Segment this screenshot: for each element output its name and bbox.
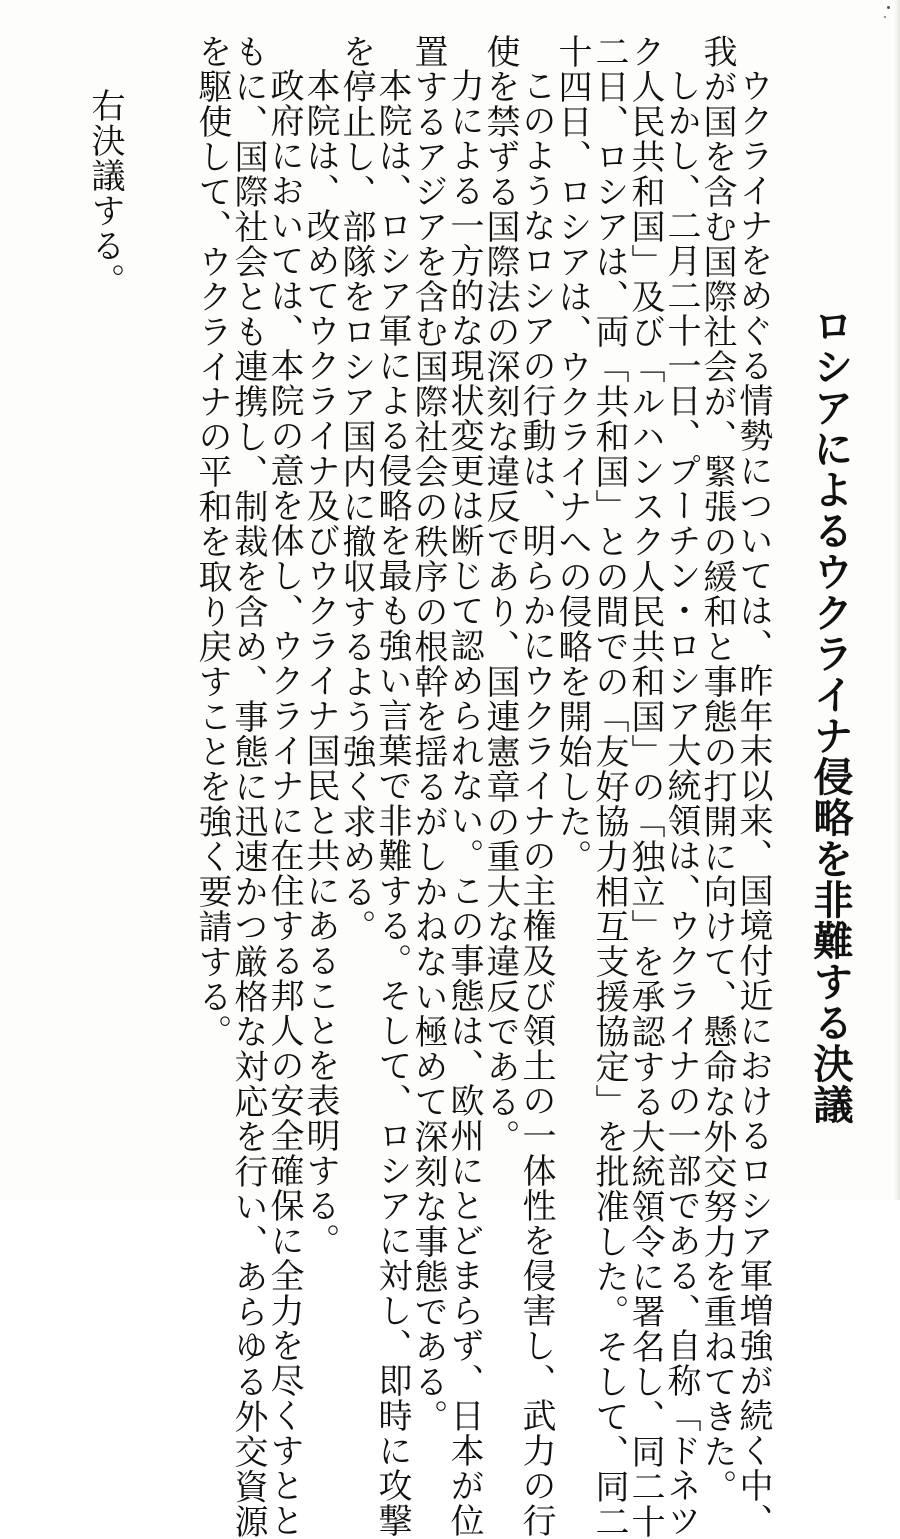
paragraph-line-11: 本院は、ロシア軍による侵略を最も強い言葉で非難する。そして、ロシアに対し、即時に攻撃 xyxy=(372,68,412,1538)
paragraph-line-7: このようなロシアの行動は、明らかにウクライナの主権及び領土の一体性を侵害し、武力の行 xyxy=(516,68,556,1538)
paragraph-line-15: もに、国際社会とも連携し、制裁を含め、事態に迅速かつ厳格な対応を行い、あらゆる外交資源 xyxy=(228,34,268,1539)
paragraph-line-12: を停止し、部隊をロシア国内に撤収するよう強く求める。 xyxy=(336,34,376,944)
paragraph-line-6: 十四日、ロシアは、ウクライナへの侵略を開始した。 xyxy=(552,34,592,874)
paragraph-line-14: 政府においては、本院の意を体し、ウクライナに在住する邦人の安全確保に全力を尽くすとと xyxy=(264,68,304,1538)
paragraph-line-10: 置するアジアを含む国際社会の秩序の根幹を揺るがしかねない極めて深刻な事態である。 xyxy=(408,34,448,1434)
scan-speck xyxy=(884,16,886,18)
closing-line: 右決議する。 xyxy=(85,88,125,298)
paragraph-line-9: 力による一方的な現状変更は断じて認められない。この事態は、欧州にとどまらず、日本が位 xyxy=(444,68,484,1538)
paragraph-line-5: 二日、ロシアは、両「共和国」との間での「友好協力相互支援協定」を批准した。そして、同二 xyxy=(589,34,629,1539)
paragraph-line-2: 我が国を含む国際社会が、緊張の緩和と事態の打開に向けて、懸命な外交努力を重ねてきた。 xyxy=(697,34,737,1504)
scan-speck xyxy=(887,6,890,9)
document-title: ロシアによるウクライナ侵略を非難する決議 xyxy=(807,305,854,1125)
paragraph-line-3: しかし、二月二十一日、プーチン・ロシア大統領は、ウクライナの一部である、自称「ドネツ xyxy=(661,68,701,1538)
paragraph-line-8: 使を禁ずる国際法の深刻な違反であり、国連憲章の重大な違反である。 xyxy=(480,34,520,1154)
paragraph-line-16: を駆使して、ウクライナの平和を取り戻すことを強く要請する。 xyxy=(192,34,232,1049)
paragraph-line-4: ク人民共和国」及び「ルハンスク人民共和国」の「独立」を承認する大統領令に署名し、同二十 xyxy=(625,34,665,1539)
paragraph-line-1: ウクライナをめぐる情勢については、昨年末以来、国境付近におけるロシア軍増強が続く中、 xyxy=(733,68,773,1538)
paragraph-line-13: 本院は、改めてウクライナ及びウクライナ国民と共にあることを表明する。 xyxy=(300,68,340,1258)
